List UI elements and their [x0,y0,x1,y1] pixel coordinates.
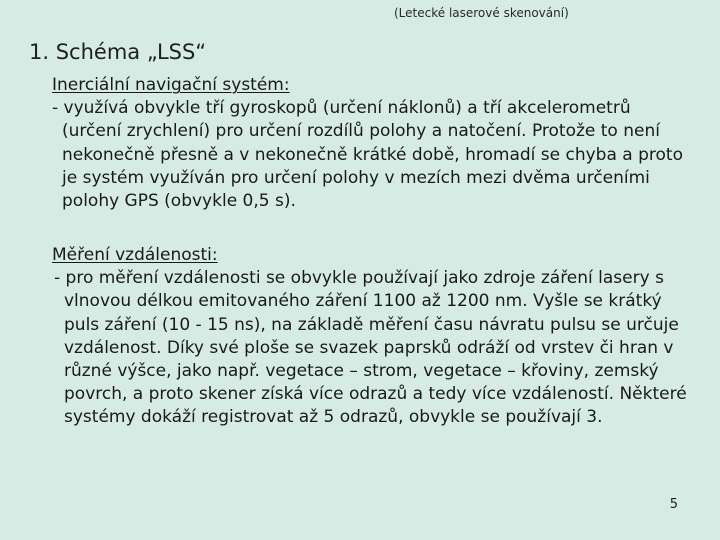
page-number: 5 [669,497,678,512]
section-text: - využívá obvykle tří gyroskopů (určení náklonů) a tří akcelerometrů (určení zrychlení) pro určení rozdílů polohy a natočení. Protože to není nekonečně přesně a v nekonečně krátké době, hromadí se chyba a proto je systém využíván pro určení polohy v mezích mezi dvěma určeními polohy GPS (obvykle 0,5 s). [52,98,683,212]
section-distance-measurement [52,244,692,430]
section-text: - pro měření vzdálenosti se obvykle používají jako zdroje záření lasery s vlnovou délkou emitovaného záření 1100 až 1200 nm. Vyšle se krátký puls záření (10 - 15 ns), na základě měření času návratu pulsu se určuje vzdálenost. Díky své ploše se svazek paprsků odráží od vrstev či hran v různé výšce, jako např. vegetace – strom, vegetace – křoviny, zemský povrch, a proto skener získá více odrazů a tedy více vzdáleností. Některé systémy dokáží registrovat až 5 odrazů, obvykle se používají 3. [54,268,687,428]
section-inertial-navigation [52,74,692,213]
section-heading: Inerciální navigační systém: [52,75,290,95]
header-note: (Letecké laserové skenování) [394,6,569,20]
slide-title: 1. Schéma „LSS“ [29,40,207,64]
section-heading: Měření vzdálenosti: [52,245,218,265]
